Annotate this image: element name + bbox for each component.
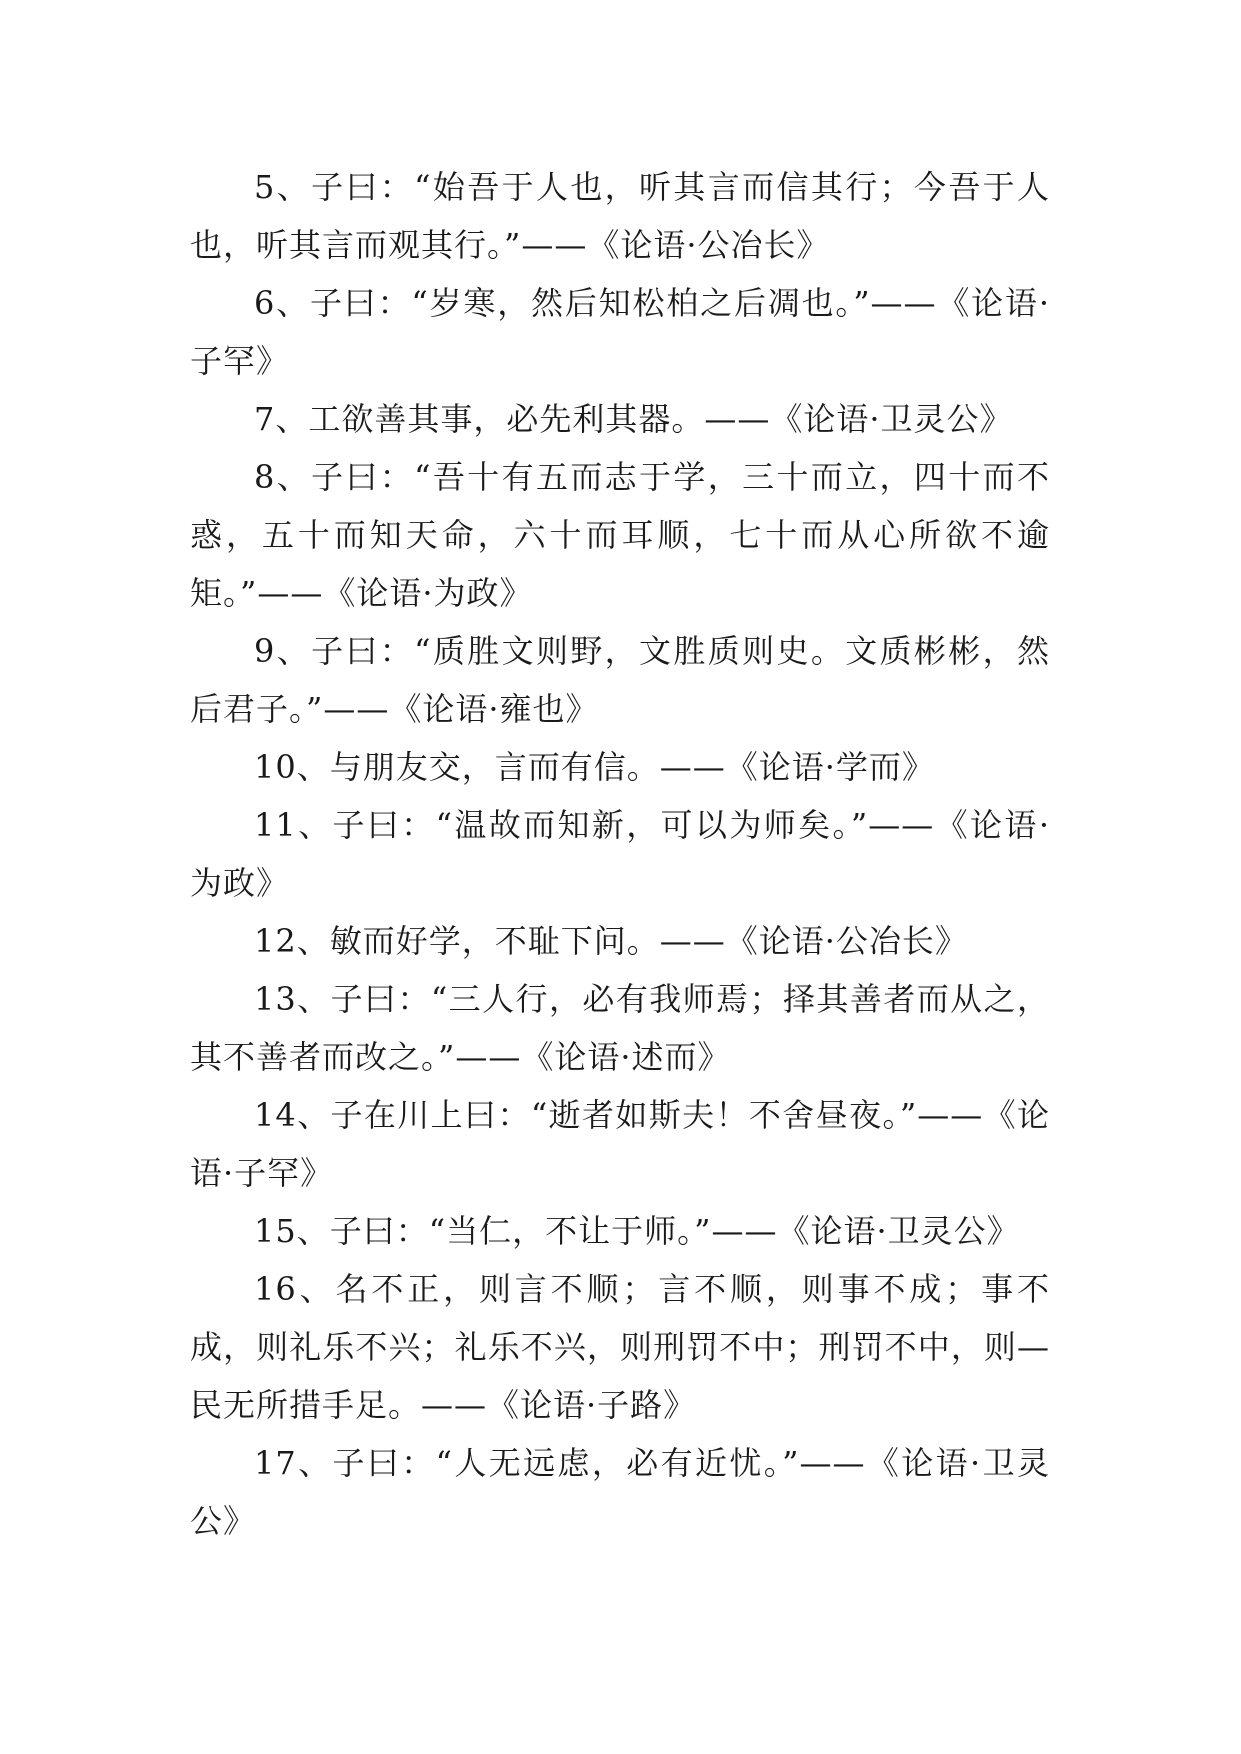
quote-paragraph: 14、子在川上曰：“逝者如斯夫！不舍昼夜。”——《论语·子罕》 bbox=[190, 1096, 1050, 1192]
quote-paragraph: 15、子曰：“当仁，不让于师。”——《论语·卫灵公》 bbox=[254, 1212, 1020, 1250]
document-body bbox=[190, 158, 1050, 1550]
quote-paragraph: 5、子曰：“始吾于人也，听其言而信其行；今吾于人也，听其言而观其行。”——《论语·公冶长》 bbox=[190, 168, 1050, 264]
quote-paragraph: 17、子曰：“人无远虑，必有近忧。”——《论语·卫灵公》 bbox=[190, 1444, 1050, 1540]
quote-paragraph: 11、子曰：“温故而知新，可以为师矣。”——《论语·为政》 bbox=[190, 806, 1050, 902]
quote-paragraph: 13、子曰：“三人行，必有我师焉；择其善者而从之，其不善者而改之。”——《论语·述而》 bbox=[190, 980, 1050, 1076]
quote-paragraph: 8、子曰：“吾十有五而志于学，三十而立，四十而不惑，五十而知天命，六十而耳顺，七十而从心所欲不逾矩。”——《论语·为政》 bbox=[190, 458, 1050, 612]
quote-paragraph: 16、名不正，则言不顺；言不顺，则事不成；事不成，则礼乐不兴；礼乐不兴，则刑罚不中；刑罚不中，则—民无所措手足。——《论语·子路》 bbox=[190, 1270, 1050, 1424]
quote-paragraph: 12、敏而好学，不耻下问。——《论语·公冶长》 bbox=[254, 922, 968, 960]
quote-paragraph: 6、子曰：“岁寒，然后知松柏之后凋也。”——《论语·子罕》 bbox=[190, 284, 1050, 380]
quote-paragraph: 10、与朋友交，言而有信。——《论语·学而》 bbox=[254, 748, 935, 786]
quote-paragraph: 7、工欲善其事，必先利其器。——《论语·卫灵公》 bbox=[254, 400, 1013, 438]
quote-paragraph: 9、子曰：“质胜文则野，文胜质则史。文质彬彬，然后君子。”——《论语·雍也》 bbox=[190, 632, 1050, 728]
